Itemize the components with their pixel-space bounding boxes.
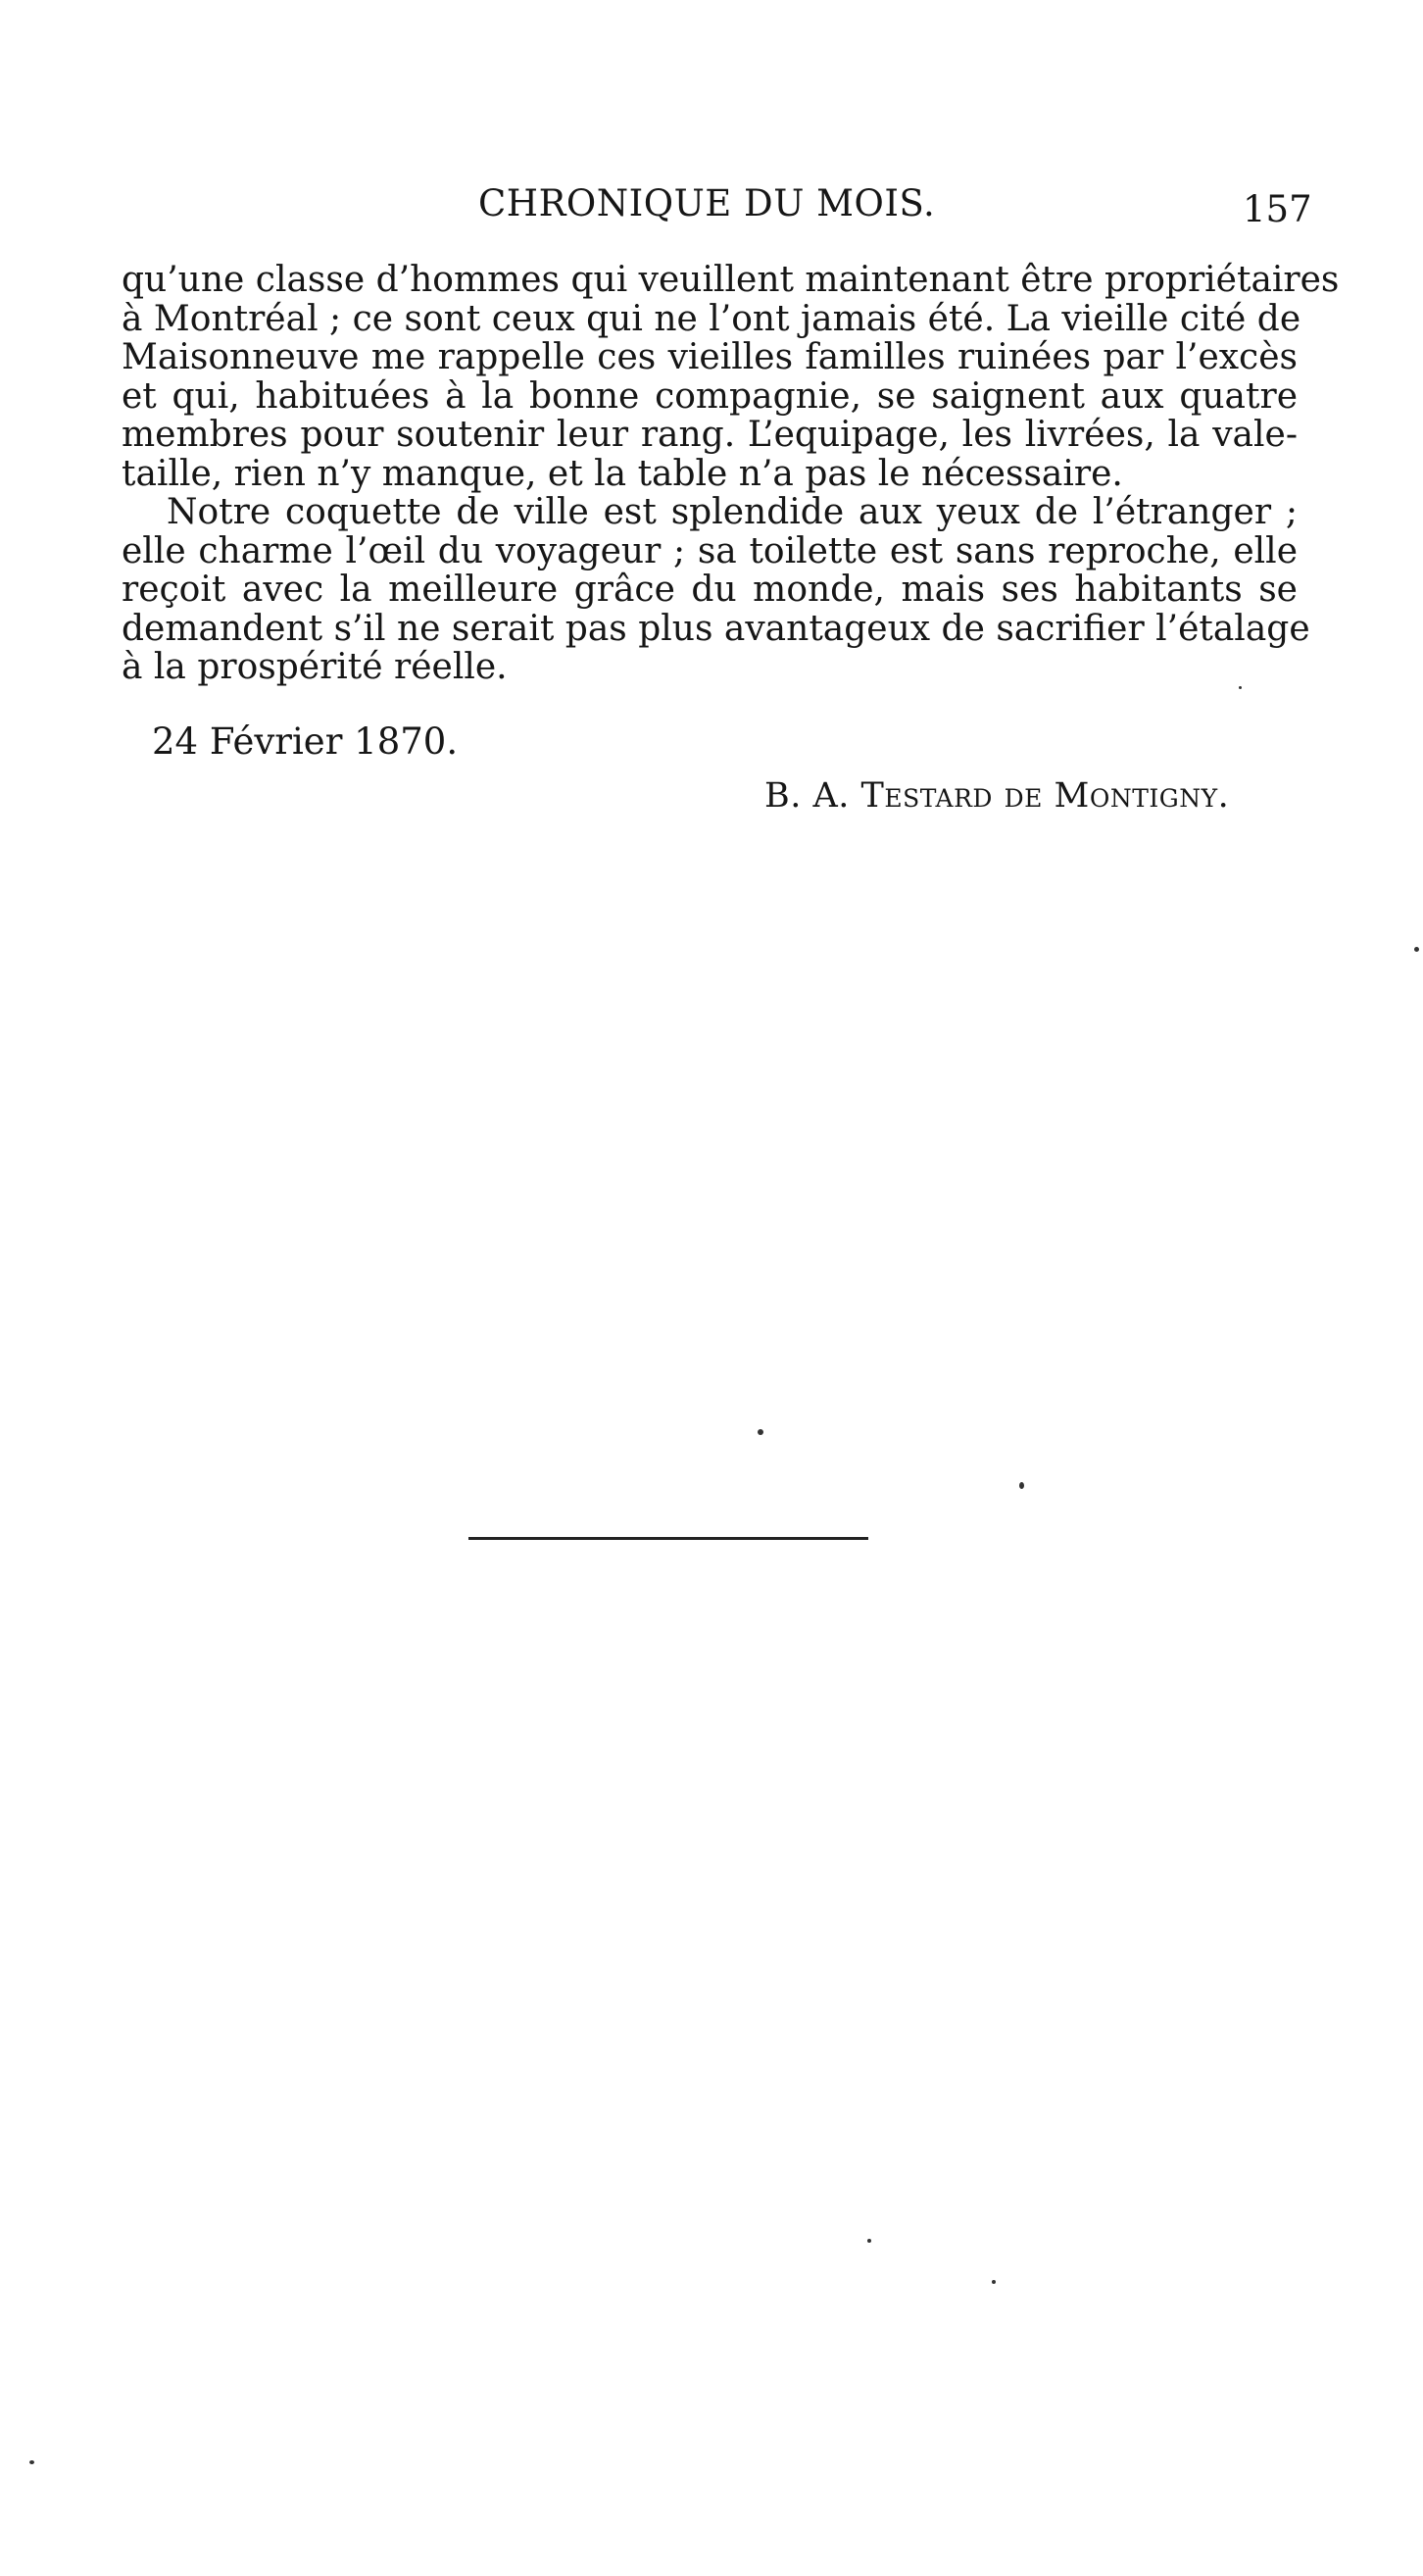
scan-speck	[758, 1429, 763, 1435]
text-line: elle charme l’œil du voyageur ; sa toilette est sans reproche, elle	[122, 530, 1298, 571]
running-title: CHRONIQUE DU MOIS.	[478, 182, 936, 224]
scan-speck	[1019, 1482, 1024, 1489]
scan-speck	[867, 2239, 871, 2243]
text-line: Maisonneuve me rappelle ces vieilles familles ruinées par l’excès	[122, 337, 1298, 377]
text-line: reçoit avec la meilleure grâce du monde, mais ses habitants se	[122, 570, 1298, 610]
scan-speck	[29, 2460, 34, 2464]
text-line: Notre coquette de ville est splendide aux yeux de l’étranger ;	[167, 492, 1298, 532]
text-line: taille, rien n’y manque, et la table n’a pas le nécessaire.	[122, 453, 1123, 494]
scan-speck	[1414, 947, 1419, 952]
body-text	[122, 260, 1340, 687]
author-signature: B. A. Testard de Montigny.	[764, 776, 1230, 816]
page-number: 157	[1243, 188, 1312, 230]
text-line: qu’une classe d’hommes qui veuillent maintenant être propriétaires	[122, 260, 1340, 300]
text-line: et qui, habituées à la bonne compagnie, se saignent aux quatre	[122, 375, 1298, 417]
section-divider	[468, 1537, 868, 1540]
scan-speck	[1239, 686, 1242, 689]
text-line: membres pour soutenir leur rang. L’equipage, les livrées, la vale-	[122, 415, 1298, 455]
text-line: à la prospérité réelle.	[122, 647, 508, 687]
scan-speck	[992, 2280, 996, 2284]
text-line: demandent s’il ne serait pas plus avantageux de sacrifier l’étalage	[122, 608, 1310, 649]
text-line: à Montréal ; ce sont ceux qui ne l’ont jamais été. La vieille cité de	[122, 298, 1301, 339]
date-line: 24 Février 1870.	[152, 720, 459, 763]
